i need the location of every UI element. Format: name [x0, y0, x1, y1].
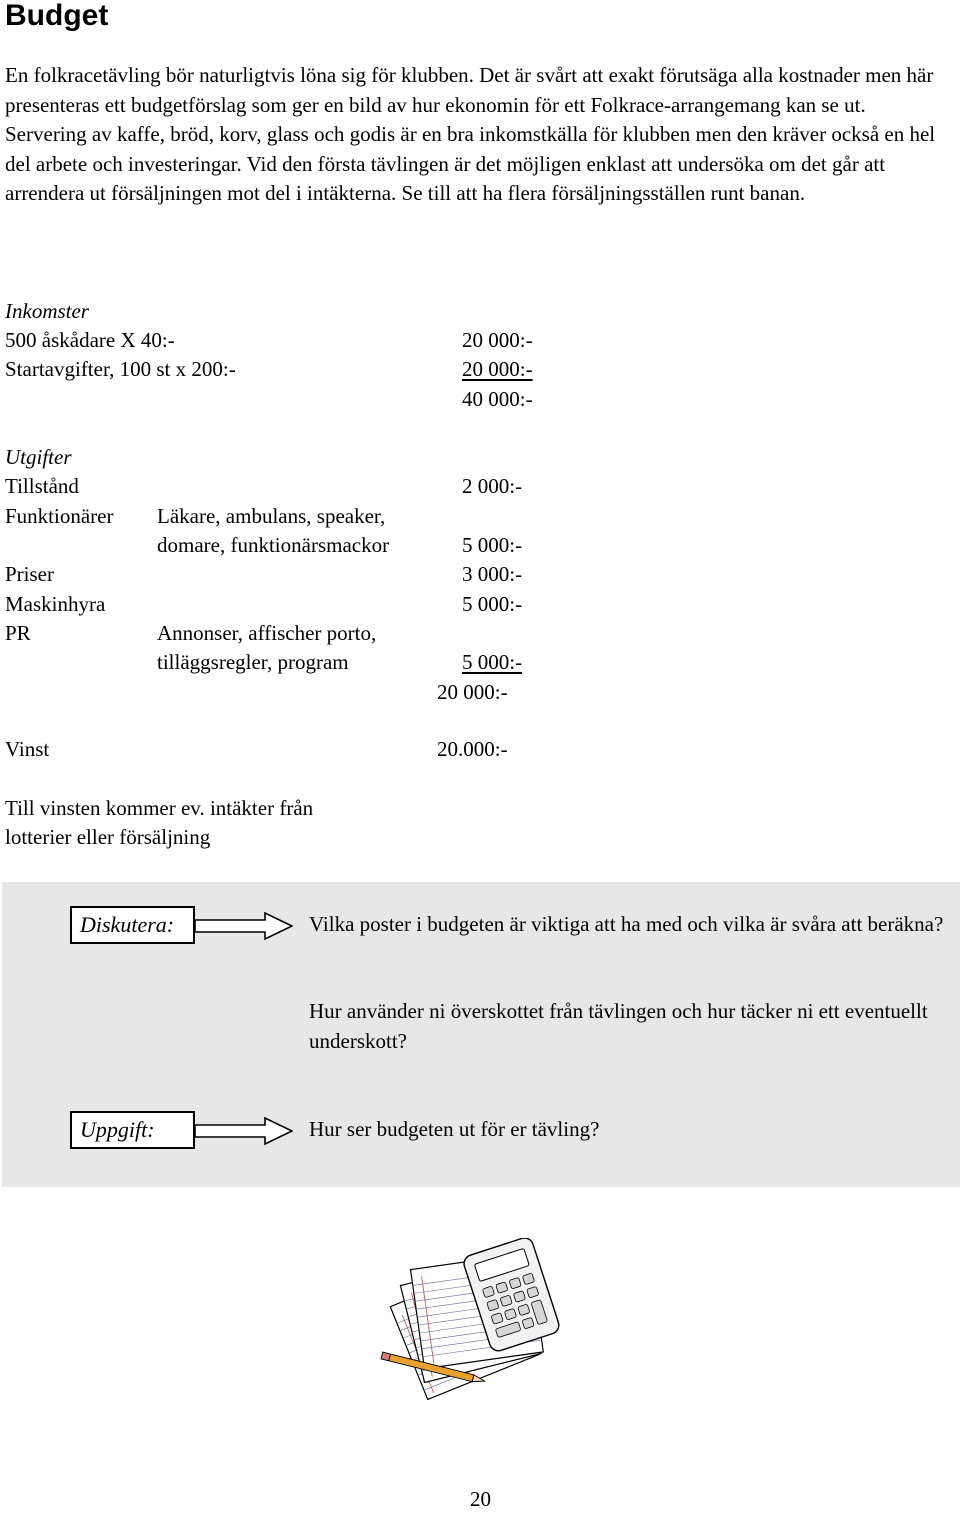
- expense-label-maskinhyra: Maskinhyra: [5, 592, 106, 616]
- expense-desc-pr-2: tilläggsregler, program: [157, 650, 349, 674]
- expense-amount-tillstand: 2 000:-: [462, 474, 523, 498]
- income-row-amount: 20 000:-: [462, 357, 533, 381]
- intro-paragraph-1: En folkracetävling bör naturligtvis löna sig för klubben. Det är svårt att exakt förutsäga alla kostnader men här presenteras ett budgetförslag som ger en bild av hur ekonomin för ett Folkrace-arrangemang kan se ut.: [5, 63, 934, 117]
- expense-desc-funktionarer-2: domare, funktionärsmackor: [157, 533, 390, 557]
- page-number: 20: [470, 1487, 491, 1511]
- expenses-heading: Utgifter: [5, 445, 72, 469]
- expense-amount-priser: 3 000:-: [462, 562, 523, 586]
- note-line-2: lotterier eller försäljning: [5, 825, 211, 849]
- intro-paragraph-2: Servering av kaffe, bröd, korv, glass och godis är en bra inkomstkälla för klubben men den kräver också en hel del arbete och investeringar. Vid den första tävlingen är det möjligen enklast att undersöka om det går att arrendera ut försäljningen mot del i intäkterna. Se till att ha flera försäljningsställen runt banan.: [5, 122, 936, 205]
- expense-desc-pr-1: Annonser, affischer porto,: [157, 621, 377, 645]
- expense-label-pr: PR: [5, 621, 31, 645]
- expense-amount-pr: 5 000:-: [462, 650, 523, 674]
- expense-label-tillstand: Tillstånd: [5, 474, 79, 498]
- arrow-right-icon: [195, 911, 293, 941]
- discuss-question-1: Vilka poster i budgeten är viktiga att ha med och vilka är svåra att beräkna?: [309, 912, 944, 936]
- profit-amount: 20.000:-: [437, 737, 508, 761]
- expense-amount-funktionarer: 5 000:-: [462, 533, 523, 557]
- income-row-label: Startavgifter, 100 st x 200:-: [5, 357, 236, 381]
- note-line-1: Till vinsten kommer ev. intäkter från: [5, 796, 314, 820]
- income-row-amount: 20 000:-: [462, 328, 533, 352]
- profit-label: Vinst: [5, 737, 50, 761]
- income-heading: Inkomster: [5, 299, 89, 323]
- expense-label-funktionarer: Funktionärer: [5, 504, 114, 528]
- discuss-question-2: Hur använder ni överskottet från tävlingen och hur täcker ni ett eventuellt underskott?: [309, 999, 928, 1053]
- budget-clipart-icon: [378, 1238, 588, 1400]
- task-label: Uppgift:: [70, 1111, 195, 1149]
- page-title: Budget: [5, 0, 109, 32]
- income-row-label: 500 åskådare X 40:-: [5, 328, 175, 352]
- intro-text: [5, 61, 955, 209]
- discuss-label: Diskutera:: [70, 906, 195, 944]
- income-total: 40 000:-: [462, 387, 533, 411]
- task-question: Hur ser budgeten ut för er tävling?: [309, 1117, 600, 1141]
- expense-amount-maskinhyra: 5 000:-: [462, 592, 523, 616]
- expense-label-priser: Priser: [5, 562, 54, 586]
- arrow-right-icon: [195, 1116, 293, 1146]
- expenses-total: 20 000:-: [437, 680, 508, 704]
- expense-desc-funktionarer-1: Läkare, ambulans, speaker,: [157, 504, 386, 528]
